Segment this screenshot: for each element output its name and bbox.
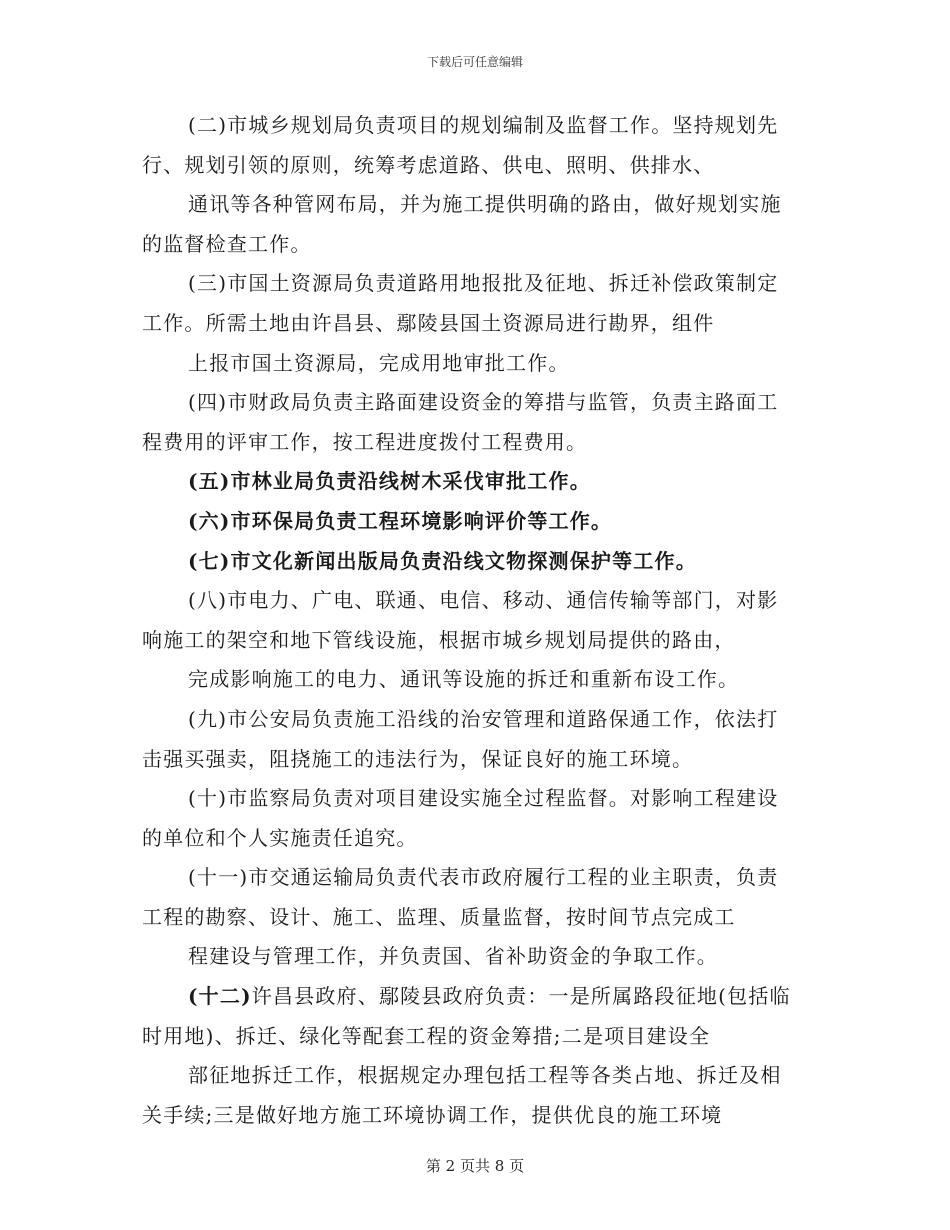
text-line <box>142 225 812 265</box>
line-text: (六)市环保局负责工程环境影响评价等工作。 <box>188 508 613 533</box>
line-text: (五)市林业局负责沿线树木采伐审批工作。 <box>188 469 591 494</box>
text-line <box>142 264 812 304</box>
text-line <box>142 858 812 898</box>
text-line <box>142 423 812 463</box>
line-text: 工程的勘察、设计、施工、监理、质量监督，按时间节点完成工 <box>142 904 736 929</box>
document-body <box>142 106 812 1135</box>
text-line <box>142 819 812 859</box>
text-line <box>142 383 812 423</box>
line-text: (八)市电力、广电、联通、电信、移动、通信传输等部门，对影 <box>188 588 779 613</box>
line-text: 的单位和个人实施责任追究。 <box>142 825 418 850</box>
text-line <box>142 542 812 582</box>
line-text: 许昌县政府、鄢陵县政府负责：一是所属路段征地(包括临 <box>251 984 791 1009</box>
line-text: (十一)市交通运输局负责代表市政府履行工程的业主职责，负责 <box>188 865 779 890</box>
text-line <box>142 621 812 661</box>
text-line <box>142 502 812 542</box>
line-text: (三)市国土资源局负责道路用地报批及征地、拆迁补偿政策制定 <box>188 271 779 296</box>
line-text: 程建设与管理工作，并负责国、省补助资金的争取工作。 <box>188 944 718 969</box>
text-line <box>142 898 812 938</box>
line-text: 时用地)、拆迁、绿化等配套工程的资金筹措;二是项目建设全 <box>142 1023 711 1048</box>
text-line <box>142 977 812 1017</box>
page-header: 下载后可任意编辑 <box>426 55 523 69</box>
text-line <box>142 740 812 780</box>
line-text: (二)市城乡规划局负责项目的规划编制及监督工作。坚持规划先 <box>188 113 779 137</box>
item-number: (十二) <box>188 984 252 1009</box>
text-line <box>142 1017 812 1057</box>
line-text: 击强买强卖，阻挠施工的违法行为，保证良好的施工环境。 <box>142 746 694 771</box>
text-line <box>142 779 812 819</box>
page-footer: 第 2 页共 8 页 <box>425 1157 525 1175</box>
text-line <box>142 106 812 146</box>
text-line <box>142 1056 812 1096</box>
text-line <box>142 146 812 186</box>
text-line <box>142 937 812 977</box>
line-text: (七)市文化新闻出版局负责沿线文物探测保护等工作。 <box>188 548 697 573</box>
line-text: (九)市公安局负责施工沿线的治安管理和道路保通工作，依法打 <box>188 706 779 731</box>
line-text: (十)市监察局负责对项目建设实施全过程监督。对影响工程建设 <box>188 786 779 811</box>
text-line <box>142 700 812 740</box>
line-text: 关手续;三是做好地方施工环境协调工作，提供优良的施工环境 <box>142 1102 723 1127</box>
line-text: 通讯等各种管网布局，并为施工提供明确的路由，做好规划实施 <box>188 192 782 217</box>
line-text: 的监督检查工作。 <box>142 231 312 256</box>
text-line <box>142 660 812 700</box>
text-line <box>142 185 812 225</box>
line-text: 上报市国土资源局，完成用地审批工作。 <box>188 350 570 375</box>
line-text: 程费用的评审工作，按工程进度拨付工程费用。 <box>142 429 588 454</box>
line-text: 行、规划引领的原则，统筹考虑道路、供电、照明、供排水、 <box>142 152 715 177</box>
line-text: 完成影响施工的电力、通讯等设施的拆迁和重新布设工作。 <box>188 667 740 692</box>
text-line <box>142 304 812 344</box>
line-text: (四)市财政局负责主路面建设资金的筹措与监管，负责主路面工 <box>188 390 779 415</box>
text-line <box>142 462 812 502</box>
text-line <box>142 1096 812 1136</box>
text-line <box>142 344 812 384</box>
line-text: 响施工的架空和地下管线设施，根据市城乡规划局提供的路由， <box>142 627 736 652</box>
line-text: 部征地拆迁工作，根据规定办理包括工程等各类占地、拆迁及相 <box>188 1063 782 1088</box>
text-line <box>142 581 812 621</box>
line-text: 工作。所需土地由许昌县、鄢陵县国土资源局进行勘界，组件 <box>142 310 715 335</box>
